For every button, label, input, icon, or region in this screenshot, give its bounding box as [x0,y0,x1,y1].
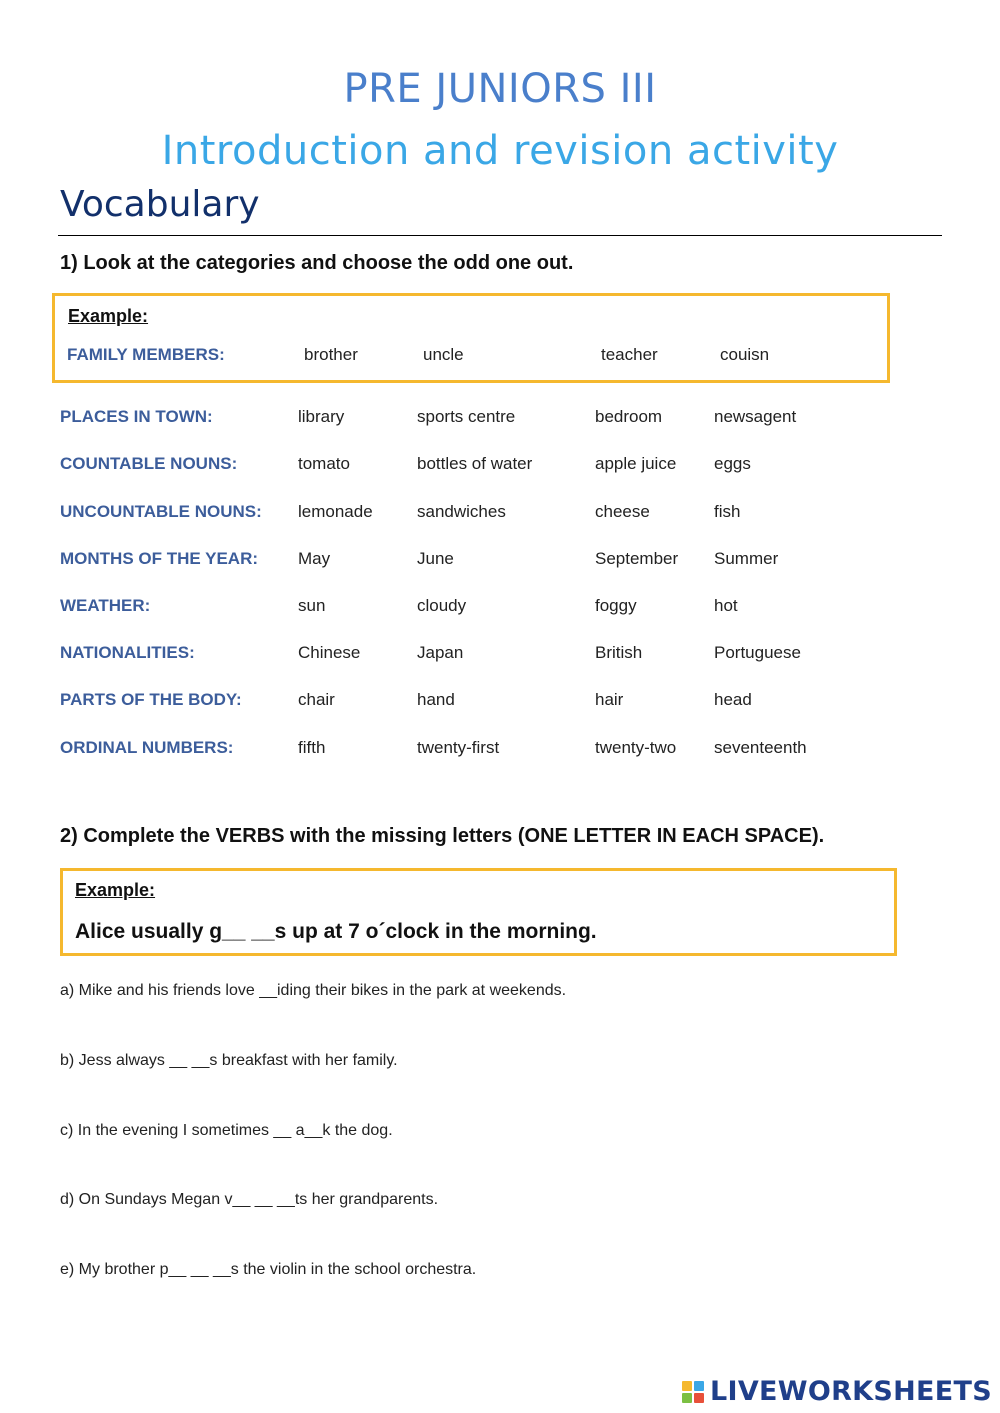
word-option[interactable]: sandwiches [417,502,506,521]
exercise1-example-box [52,293,890,383]
word-option[interactable]: library [298,407,345,426]
word-option[interactable]: Summer [714,549,779,568]
word-option[interactable]: fifth [298,738,326,757]
example-word: uncle [423,345,464,364]
gap-fill-sentence[interactable]: c) In the evening I sometimes __ a__k the dog. [60,1122,393,1139]
word-option[interactable]: September [595,549,679,568]
category-label: NATIONALITIES: [60,643,195,662]
word-option[interactable]: head [714,690,752,709]
word-option[interactable]: Portuguese [714,643,801,662]
category-label: UNCOUNTABLE NOUNS: [60,502,262,521]
word-option[interactable]: June [417,549,454,568]
example-label: Example: [68,306,149,326]
word-option[interactable]: hair [595,690,624,709]
word-option[interactable]: twenty-two [595,738,677,757]
example-category: FAMILY MEMBERS: [67,345,225,364]
word-option[interactable]: Japan [417,643,464,662]
exercise1-instruction: 1) Look at the categories and choose the odd one out. [60,252,574,274]
word-option[interactable]: chair [298,690,335,709]
word-option[interactable]: sports centre [417,407,516,426]
word-option[interactable]: cloudy [417,596,467,615]
word-option[interactable]: fish [714,502,741,521]
category-label: PLACES IN TOWN: [60,407,213,426]
gap-fill-sentence[interactable]: e) My brother p__ __ __s the violin in the school orchestra. [60,1261,477,1278]
category-label: MONTHS OF THE YEAR: [60,549,259,568]
logo-text: LIVEWORKSHEETS [709,1376,992,1407]
worksheet-subtitle: Introduction and revision activity [161,128,839,174]
gap-fill-sentence[interactable]: d) On Sundays Megan v__ __ __ts her grandparents. [60,1191,439,1208]
logo-block [682,1381,692,1391]
example-word: brother [304,345,358,364]
gap-fill-sentence[interactable]: b) Jess always __ __s breakfast with her family. [60,1052,398,1069]
word-option[interactable]: bedroom [595,407,663,426]
word-option[interactable]: bottles of water [417,454,533,473]
word-option[interactable]: foggy [595,596,637,615]
word-option[interactable]: cheese [595,502,650,521]
word-option[interactable]: May [298,549,331,568]
worksheet-title: PRE JUNIORS III [343,66,657,112]
word-option[interactable]: Chinese [298,643,361,662]
exercise2-example-box [60,868,897,956]
section-divider [58,235,942,236]
liveworksheets-logo [682,1376,992,1407]
word-option[interactable]: apple juice [595,454,677,473]
example-sentence: Alice usually g__ __s up at 7 o´clock in the morning. [75,920,597,943]
logo-block [694,1381,704,1391]
gap-fill-sentence[interactable]: a) Mike and his friends love __iding their bikes in the park at weekends. [60,982,567,999]
word-option[interactable]: hot [714,596,738,615]
section-heading: Vocabulary [60,184,260,225]
logo-block [682,1393,692,1403]
word-option[interactable]: lemonade [298,502,373,521]
category-label: ORDINAL NUMBERS: [60,738,234,757]
logo-blocks-icon [682,1381,704,1403]
example-word: couisn [720,345,770,364]
word-option[interactable]: British [595,643,643,662]
logo-block [694,1393,704,1403]
example-label: Example: [75,880,156,900]
word-option[interactable]: hand [417,690,455,709]
example-word: teacher [601,345,658,364]
category-label: WEATHER: [60,596,151,615]
word-option[interactable]: sun [298,596,326,615]
exercise2-instruction: 2) Complete the VERBS with the missing letters (ONE LETTER IN EACH SPACE). [60,825,825,847]
word-option[interactable]: twenty-first [417,738,500,757]
category-label: COUNTABLE NOUNS: [60,454,238,473]
word-option[interactable]: newsagent [714,407,797,426]
word-option[interactable]: eggs [714,454,751,473]
category-label: PARTS OF THE BODY: [60,690,242,709]
word-option[interactable]: seventeenth [714,738,807,757]
word-option[interactable]: tomato [298,454,350,473]
